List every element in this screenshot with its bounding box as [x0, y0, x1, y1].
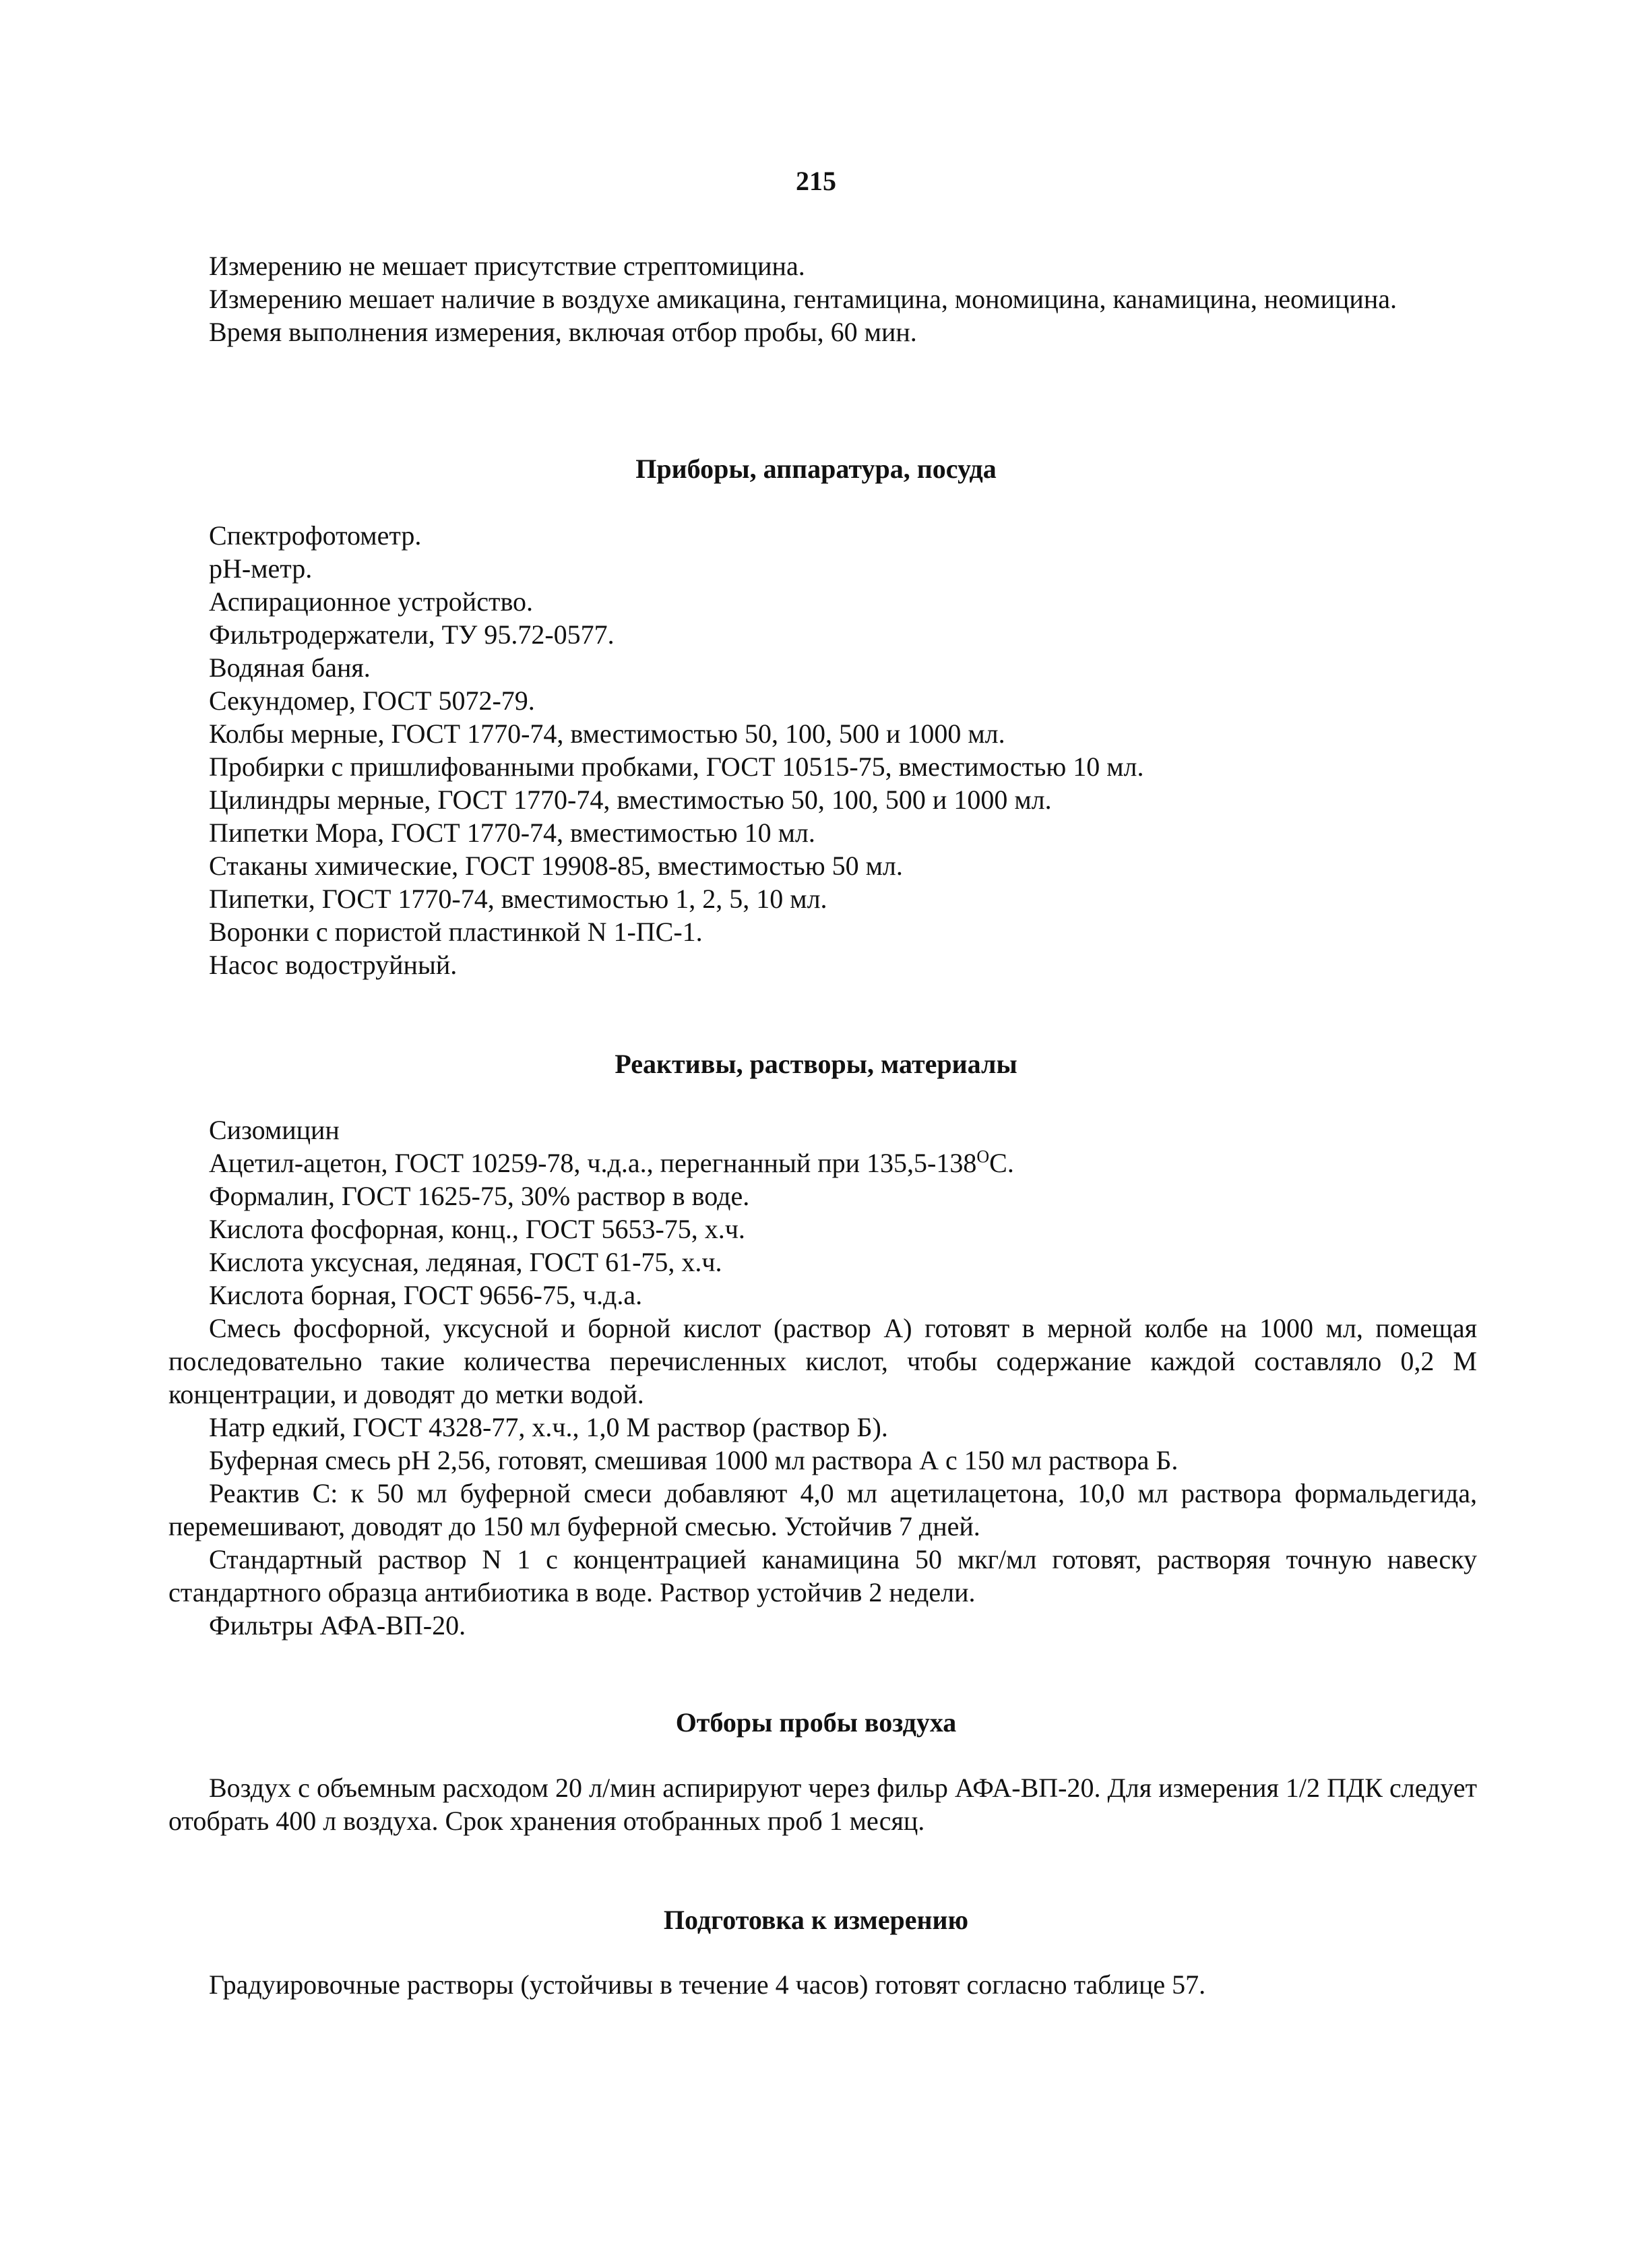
list-item: Стаканы химические, ГОСТ 19908-85, вместимостью 50 мл. — [209, 851, 903, 881]
reagent-paragraph: Буферная смесь pH 2,56, готовят, смешивая 1000 мл раствора А с 150 мл раствора Б. — [209, 1445, 1179, 1475]
list-item: Колбы мерные, ГОСТ 1770-74, вместимостью 50, 100, 500 и 1000 мл. — [209, 718, 1005, 749]
sampling-heading: Отборы пробы воздуха — [675, 1707, 957, 1738]
list-item: Секундомер, ГОСТ 5072-79. — [209, 685, 535, 716]
reagent-paragraph: Реактив С: к 50 мл буферной смеси добавляют 4,0 мл ацетилацетона, 10,0 мл раствора формальдегида, перемешивают, доводят до 150 мл буферной смесью. Устойчив 7 дней. — [168, 1478, 1477, 1541]
reagents-paragraphs — [168, 1312, 1477, 1642]
list-item: Аспирационное устройство. — [209, 586, 534, 617]
equipment-list — [209, 519, 1144, 981]
list-item: Цилиндры мерные, ГОСТ 1770-74, вместимостью 50, 100, 500 и 1000 мл. — [209, 785, 1052, 815]
degree-sign: O — [976, 1146, 990, 1167]
list-item — [209, 1146, 1014, 1179]
reagents-heading: Реактивы, растворы, материалы — [615, 1049, 1017, 1079]
sampling-block — [168, 1771, 1477, 1837]
list-item: Кислота фосфорная, конц., ГОСТ 5653-75, х.ч. — [209, 1214, 745, 1244]
reagent-paragraph: Смесь фосфорной, уксусной и борной кислот (раствор А) готовят в мерной колбе на 1000 мл, помещая последовательно такие количества перечисленных кислот, чтобы содержание каждой составляло 0,2 М концентрации, и доводят до метки водой. — [168, 1313, 1477, 1409]
list-item-text: Ацетил-ацетон, ГОСТ 10259-78, ч.д.а., перегнанный при 135,5-138 — [209, 1148, 977, 1178]
list-item: Воронки с пористой пластинкой N 1-ПС-1. — [209, 917, 703, 947]
preparation-block — [168, 1968, 1477, 2001]
list-item: Кислота уксусная, ледяная, ГОСТ 61-75, х.ч. — [209, 1247, 722, 1277]
reagents-list — [209, 1113, 1014, 1312]
list-item: Водяная баня. — [209, 652, 371, 683]
reagent-paragraph: Натр едкий, ГОСТ 4328-77, х.ч., 1,0 М раствор (раствор Б). — [209, 1412, 888, 1442]
list-item: Пробирки с пришлифованными пробками, ГОСТ 10515-75, вместимостью 10 мл. — [209, 752, 1144, 782]
reagent-paragraph: Фильтры АФА-ВП-20. — [209, 1610, 466, 1641]
list-item: Формалин, ГОСТ 1625-75, 30% раствор в воде. — [209, 1181, 750, 1211]
equipment-heading: Приборы, аппаратура, посуда — [635, 454, 997, 484]
list-item: pH-метр. — [209, 553, 313, 584]
list-item: Фильтродержатели, ТУ 95.72-0577. — [209, 619, 615, 650]
sampling-paragraph: Воздух с объемным расходом 20 л/мин аспирируют через фильр АФА-ВП-20. Для измерения 1/2 ПДК следует отобрать 400 л воздуха. Срок хранения отобранных проб 1 месяц. — [168, 1773, 1477, 1836]
intro-paragraph: Измерению мешает наличие в воздухе амикацина, гентамицина, мономицина, канамицина, неомицина. — [209, 284, 1397, 314]
list-item: Насос водоструйный. — [209, 950, 458, 980]
unit-text: C. — [989, 1148, 1014, 1178]
list-item: Пипетки, ГОСТ 1770-74, вместимостью 1, 2, 5, 10 мл. — [209, 884, 827, 914]
intro-paragraph: Время выполнения измерения, включая отбор пробы, 60 мин. — [209, 317, 917, 347]
list-item: Кислота борная, ГОСТ 9656-75, ч.д.а. — [209, 1280, 643, 1310]
list-item: Сизомицин — [209, 1115, 340, 1145]
list-item: Спектрофотометр. — [209, 520, 422, 551]
preparation-paragraph: Градуировочные растворы (устойчивы в течение 4 часов) готовят согласно таблице 57. — [209, 1969, 1206, 2000]
reagent-paragraph: Стандартный раствор N 1 с концентрацией канамицина 50 мкг/мл готовят, растворяя точную навеску стандартного образца антибиотика в воде. Раствор устойчив 2 недели. — [168, 1544, 1477, 1607]
intro-paragraph: Измерению не мешает присутствие стрептомицина. — [209, 251, 805, 281]
preparation-heading: Подготовка к измерению — [663, 1905, 969, 1935]
page-number: 215 — [796, 166, 836, 196]
list-item: Пипетки Мора, ГОСТ 1770-74, вместимостью 10 мл. — [209, 818, 815, 848]
intro-block — [168, 249, 1477, 348]
